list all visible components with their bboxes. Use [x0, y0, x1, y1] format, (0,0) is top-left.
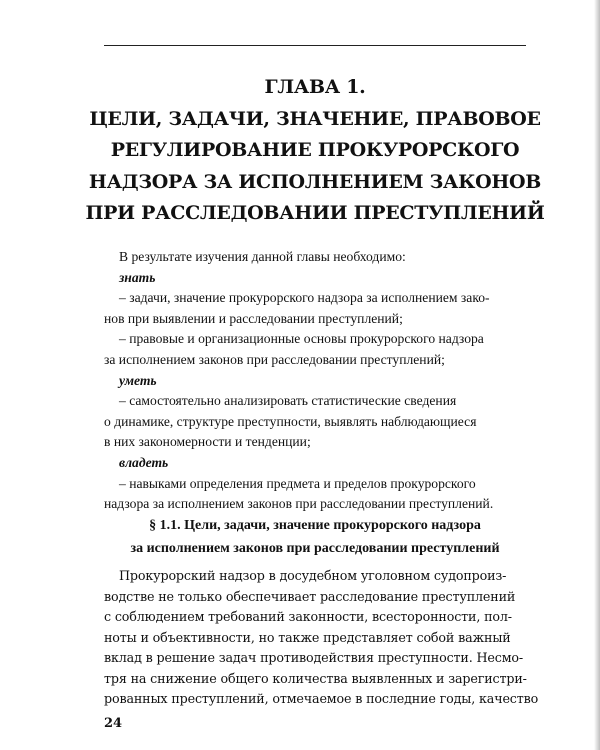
chapter-title-line: ЦЕЛИ, ЗАДАЧИ, ЗНАЧЕНИЕ, ПРАВОВОЕ [89, 107, 541, 130]
objective-line: о динамике, структуре преступности, выявлять наблюдающиеся [104, 413, 477, 429]
chapter-title-line: ПРИ РАССЛЕДОВАНИИ ПРЕСТУПЛЕНИЙ [85, 202, 545, 224]
header-rule [104, 45, 526, 46]
body-line: тря на снижение общего количества выявленных и зарегистри- [104, 670, 527, 686]
body-line: вклад в решение задач противодействия преступности. Несмо- [104, 650, 524, 665]
objective-line: – самостоятельно анализировать статистические сведения [119, 393, 457, 409]
objective-line: – навыками определения предмета и пределов прокурорского [119, 475, 476, 491]
objective-line: надзора за исполнением законов при расследовании преступлений. [104, 496, 494, 512]
objective-line: в них закономерности и тенденции; [104, 434, 311, 450]
master-label: владеть [119, 454, 169, 470]
objective-line: – задачи, значение прокурорского надзора за исполнением зако- [119, 290, 490, 306]
body-line: ноты и объективности, но также представляет собой важный [104, 629, 511, 645]
body-line: с соблюдением требований законности, всесторонности, пол- [104, 609, 512, 624]
objectives-intro: В результате изучения данной главы необходимо: [119, 249, 406, 264]
page-edge-shadow [594, 0, 600, 750]
chapter-title-line: РЕГУЛИРОВАНИЕ ПРОКУРОРСКОГО [110, 139, 520, 161]
body-line: Прокурорский надзор в досудебном уголовном судопроиз- [119, 568, 507, 583]
learning-objectives [104, 247, 530, 515]
chapter-title-line: ГЛАВА 1. [264, 76, 366, 98]
body-paragraph [104, 566, 539, 710]
objective-line: – правовые и организационные основы прокурорского надзора [119, 331, 484, 347]
objective-line: за исполнением законов при расследовании преступлений; [104, 351, 445, 367]
section-heading-line: за исполнением законов при расследовании преступлений [130, 540, 500, 556]
section-heading [90, 515, 540, 560]
page-number: 24 [104, 716, 123, 731]
objective-line: нов при выявлении и расследовании преступлений; [104, 310, 403, 326]
chapter-title-line: НАДЗОРА ЗА ИСПОЛНЕНИЕМ ЗАКОНОВ [88, 170, 542, 193]
chapter-title [60, 72, 570, 230]
body-line: рованных преступлений, отмечаемое в последние годы, качество [104, 691, 539, 706]
body-line: водстве не только обеспечивает расследование преступлений [104, 588, 516, 604]
section-heading-line: § 1.1. Цели, задачи, значение прокурорского надзора [149, 518, 481, 533]
know-label: знать [119, 269, 156, 285]
can-label: уметь [119, 372, 157, 388]
